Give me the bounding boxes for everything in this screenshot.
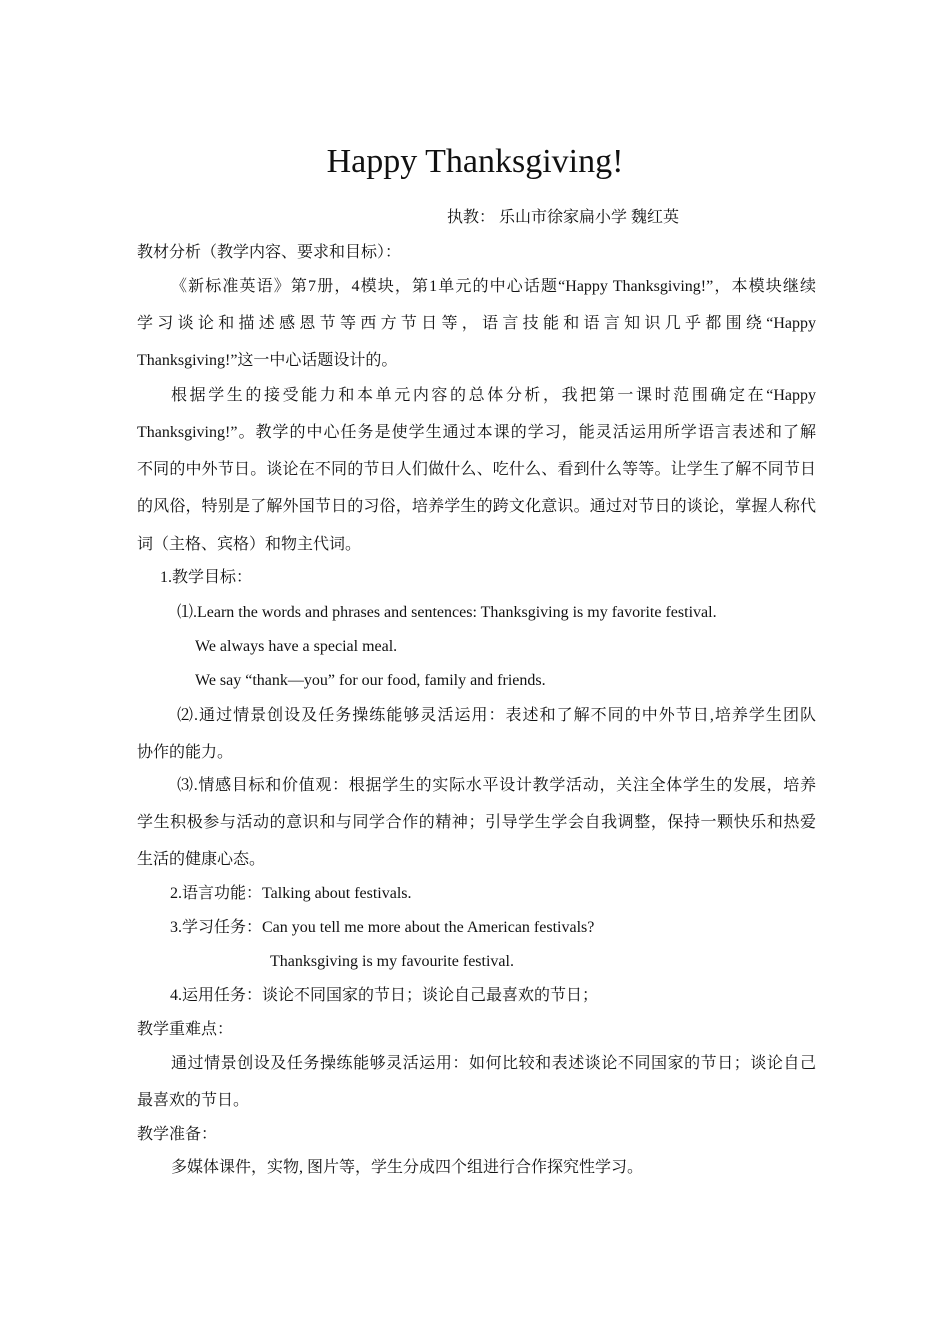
- objective-item: We say “thank—you” for our food, family and friends.: [195, 672, 546, 689]
- objective-item: 生活的健康心态。: [137, 851, 266, 868]
- section-heading-preparation: 教学准备：: [137, 1126, 218, 1143]
- paragraph-line: 根据学生的接受能力和本单元内容的总体分析，我把第一课时范围确定在“Happy: [171, 387, 816, 404]
- paragraph-line: 词（主格、宾格）和物主代词。: [137, 536, 362, 553]
- objective-item: ⑶.情感目标和价值观：根据学生的实际水平设计教学活动，关注全体学生的发展，培养: [177, 777, 816, 794]
- paragraph-line: 学习谈论和描述感恩节等西方节日等，语言技能和语言知识几乎都围绕“Happy: [137, 315, 816, 332]
- objective-item: 协作的能力。: [137, 744, 234, 761]
- learning-task: 3.学习任务：Can you tell me more about the American festivals?: [170, 919, 595, 936]
- objective-item: 学生积极参与活动的意识和与同学合作的精神；引导学生学会自我调整，保持一颗快乐和热爱: [137, 814, 816, 831]
- paragraph-line: 最喜欢的节日。: [137, 1092, 250, 1109]
- paragraph-line: 的风俗，特别是了解外国节日的习俗，培养学生的跨文化意识。通过对节日的谈论，掌握人称代: [137, 498, 816, 515]
- objective-item: We always have a special meal.: [195, 638, 398, 655]
- author-line: 执教： 乐山市徐家扁小学 魏红英: [447, 209, 680, 226]
- document-title: Happy Thanksgiving!: [326, 143, 624, 180]
- language-function: 2.语言功能：Talking about festivals.: [170, 885, 412, 902]
- section-heading-objectives: 1.教学目标：: [160, 569, 253, 586]
- paragraph-line: Thanksgiving!”这一中心话题设计的。: [137, 352, 398, 369]
- paragraph-line: 不同的中外节日。谈论在不同的节日人们做什么、吃什么、看到什么等等。让学生了解不同节日: [137, 461, 816, 478]
- learning-task: Thanksgiving is my favourite festival.: [270, 953, 514, 970]
- application-task: 4.运用任务：谈论不同国家的节日；谈论自己最喜欢的节日；: [170, 987, 599, 1004]
- paragraph-line: Thanksgiving!”。教学的中心任务是使学生通过本课的学习，能灵活运用所学语言表述和了解: [137, 424, 816, 441]
- objective-item: ⑵.通过情景创设及任务操练能够灵活运用：表述和了解不同的中外节日,培养学生团队: [177, 707, 816, 724]
- paragraph-line: 《新标准英语》第7册，4模块，第1单元的中心话题“Happy Thanksgiving!”，本模块继续: [171, 278, 816, 295]
- section-heading-key-points: 教学重难点：: [137, 1021, 234, 1038]
- paragraph-line: 多媒体课件，实物, 图片等，学生分成四个组进行合作探究性学习。: [171, 1159, 644, 1176]
- objective-item: ⑴.Learn the words and phrases and sentences: Thanksgiving is my favorite festival.: [177, 604, 717, 621]
- section-heading-analysis: 教材分析（教学内容、要求和目标）：: [137, 244, 402, 261]
- paragraph-line: 通过情景创设及任务操练能够灵活运用：如何比较和表述谈论不同国家的节日；谈论自己: [171, 1055, 816, 1072]
